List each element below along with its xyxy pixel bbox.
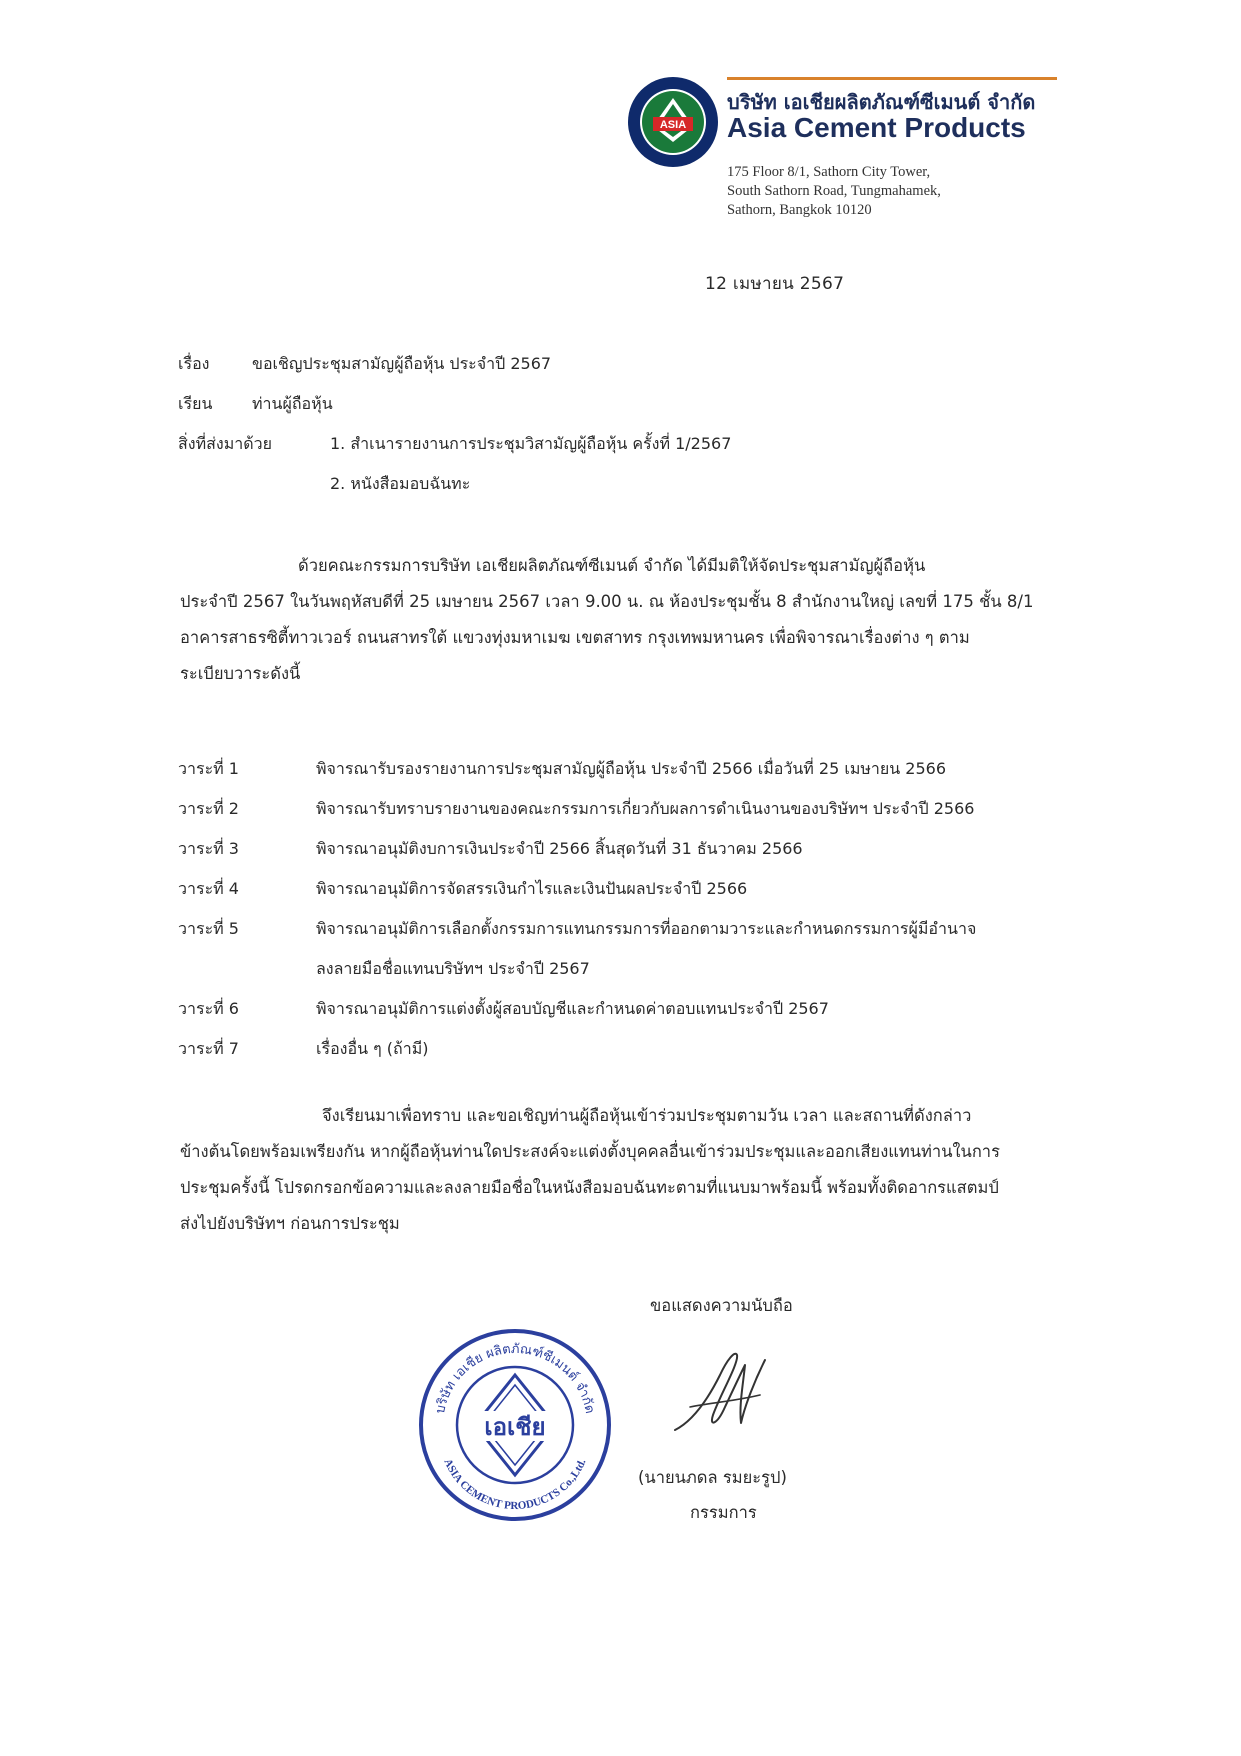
address-line: Sathorn, Bangkok 10120	[727, 202, 872, 218]
signature	[665, 1335, 775, 1445]
paragraph-line: ข้างต้นโดยพร้อมเพรียงกัน หากผู้ถือหุ้นท่านใดประสงค์จะแต่งตั้งบุคคลอื่นเข้าร่วมประชุมและออกเสียงแทนท่านในการ	[180, 1142, 1000, 1161]
letter-date: 12 เมษายน 2567	[705, 274, 845, 294]
company-name-en: Asia Cement Products	[727, 112, 1026, 143]
seal-ring-text-en: ASIA CEMENT PRODUCTS Co.,Ltd.	[441, 1457, 589, 1513]
company-name-th: บริษัท เอเชียผลิตภัณฑ์ซีเมนต์ จำกัด	[727, 90, 1036, 114]
to-label: เรียน	[178, 394, 213, 413]
agenda-number: วาระที่ 5	[178, 919, 239, 938]
signer-name: (นายนภดล รมยะรูป)	[638, 1468, 787, 1487]
intro-paragraph	[180, 548, 1110, 692]
agenda-text: พิจารณาอนุมัติงบการเงินประจำปี 2566 สิ้นสุดวันที่ 31 ธันวาคม 2566	[316, 839, 803, 858]
address-line: 175 Floor 8/1, Sathorn City Tower,	[727, 164, 931, 180]
agenda-text: พิจารณาอนุมัติการแต่งตั้งผู้สอบบัญชีและกำหนดค่าตอบแทนประจำปี 2567	[316, 999, 829, 1018]
enclosures-label: สิ่งที่ส่งมาด้วย	[178, 434, 272, 453]
paragraph-line: ส่งไปยังบริษัทฯ ก่อนการประชุม	[180, 1214, 400, 1233]
seal-center-text: เอเชีย	[484, 1413, 546, 1441]
subject-value: ขอเชิญประชุมสามัญผู้ถือหุ้น ประจำปี 2567	[252, 354, 552, 373]
agenda-text: พิจารณารับรองรายงานการประชุมสามัญผู้ถือหุ้น ประจำปี 2566 เมื่อวันที่ 25 เมษายน 2566	[316, 759, 947, 778]
paragraph-line: จึงเรียนมาเพื่อทราบ และขอเชิญท่านผู้ถือหุ้นเข้าร่วมประชุมตามวัน เวลา และสถานที่ดังกล่าว	[322, 1106, 972, 1125]
subject-label: เรื่อง	[178, 354, 210, 373]
company-logo	[627, 76, 719, 168]
agenda-number: วาระที่ 7	[178, 1039, 239, 1058]
agenda-text: ลงลายมือชื่อแทนบริษัทฯ ประจำปี 2567	[316, 959, 590, 978]
to-value: ท่านผู้ถือหุ้น	[252, 394, 333, 413]
enclosure-item: 2. หนังสือมอบฉันทะ	[330, 474, 471, 493]
paragraph-line: อาคารสาธรซิตี้ทาวเวอร์ ถนนสาทรใต้ แขวงทุ่งมหาเมฆ เขตสาทร กรุงเทพมหานคร เพื่อพิจารณาเรื่องต่าง ๆ ตาม	[180, 628, 970, 647]
outro-paragraph	[180, 1098, 1110, 1242]
agenda-text: เรื่องอื่น ๆ (ถ้ามี)	[316, 1039, 429, 1058]
agenda-number: วาระที่ 6	[178, 999, 239, 1018]
paragraph-line: ด้วยคณะกรรมการบริษัท เอเชียผลิตภัณฑ์ซีเมนต์ จำกัด ได้มีมติให้จัดประชุมสามัญผู้ถือหุ้น	[298, 556, 926, 575]
company-address	[727, 163, 941, 220]
agenda-number: วาระที่ 2	[178, 799, 239, 818]
agenda-text: พิจารณาอนุมัติการจัดสรรเงินกำไรและเงินปันผลประจำปี 2566	[316, 879, 748, 898]
paragraph-line: ประจำปี 2567 ในวันพฤหัสบดีที่ 25 เมษายน 2567 เวลา 9.00 น. ณ ห้องประชุมชั้น 8 สำนักงานใหญ่ เลขที่ 175 ชั้น 8/1	[180, 592, 1034, 611]
letterhead-divider	[727, 77, 1057, 80]
company-seal	[415, 1325, 615, 1525]
seal-ring-text-th: บริษัท เอเชีย ผลิตภัณฑ์ซีเมนต์ จำกัด	[432, 1341, 598, 1415]
paragraph-line: ระเบียบวาระดังนี้	[180, 664, 301, 683]
logo-text: ASIA	[659, 119, 687, 131]
paragraph-line: ประชุมครั้งนี้ โปรดกรอกข้อความและลงลายมือชื่อในหนังสือมอบฉันทะตามที่แนบมาพร้อมนี้ พร้อมทั้งติดอากรแสตมป์	[180, 1178, 999, 1197]
agenda-number: วาระที่ 1	[178, 759, 239, 778]
agenda-text: พิจารณาอนุมัติการเลือกตั้งกรรมการแทนกรรมการที่ออกตามวาระและกำหนดกรรมการผู้มีอำนาจ	[316, 919, 977, 938]
agenda-number: วาระที่ 3	[178, 839, 239, 858]
address-line: South Sathorn Road, Tungmahamek,	[727, 183, 941, 199]
agenda-text: พิจารณารับทราบรายงานของคณะกรรมการเกี่ยวกับผลการดำเนินงานของบริษัทฯ ประจำปี 2566	[316, 799, 975, 818]
signer-title: กรรมการ	[690, 1503, 757, 1522]
closing-text: ขอแสดงความนับถือ	[650, 1296, 793, 1315]
enclosure-item: 1. สำเนารายงานการประชุมวิสามัญผู้ถือหุ้น ครั้งที่ 1/2567	[330, 434, 732, 453]
agenda-number: วาระที่ 4	[178, 879, 239, 898]
